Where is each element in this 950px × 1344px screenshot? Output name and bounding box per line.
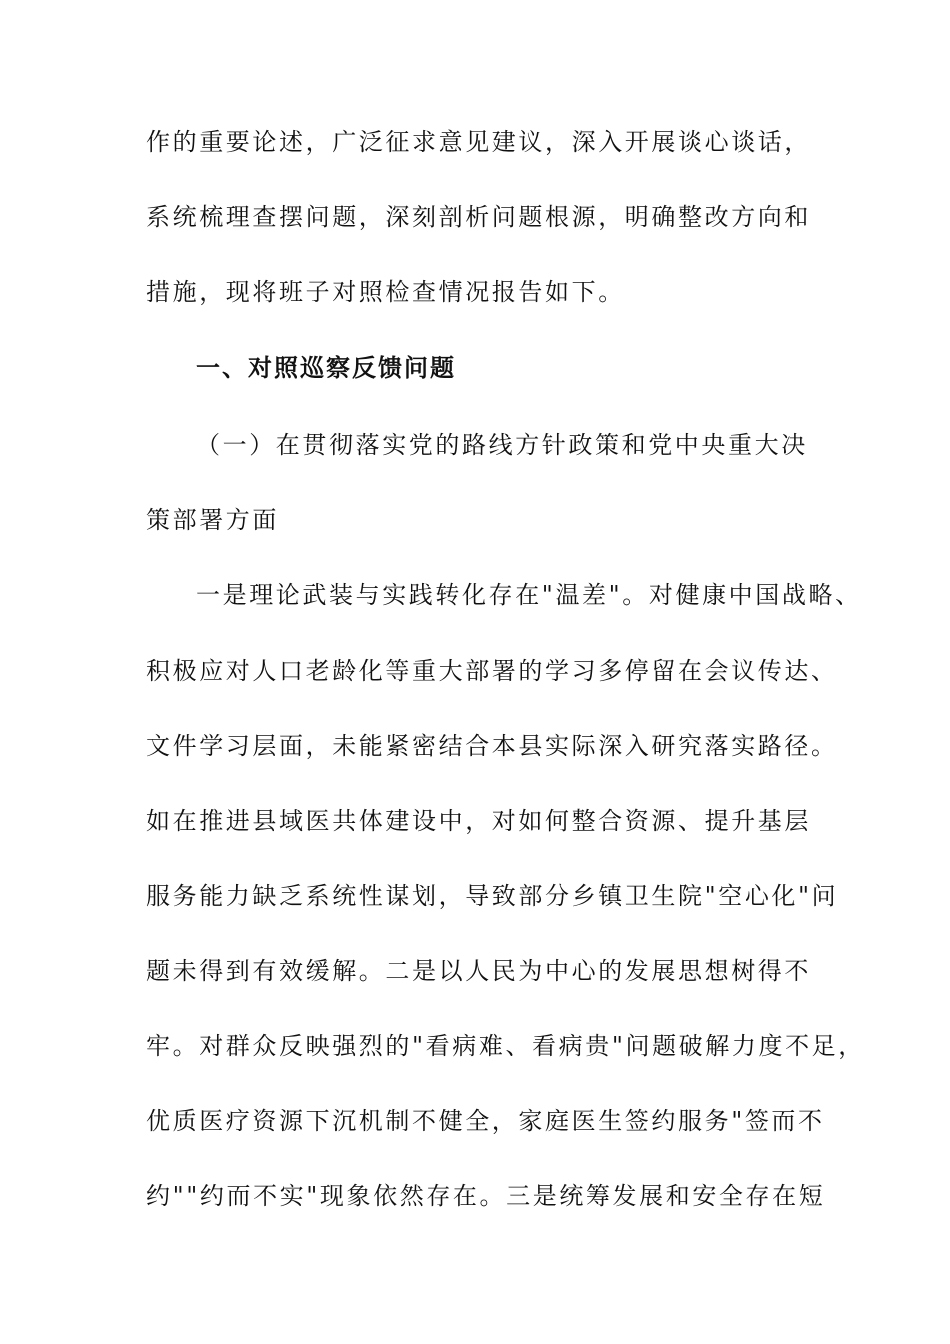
subsection-heading-continued: 策部署方面	[146, 506, 279, 534]
subsection-heading: （一）在贯彻落实党的路线方针政策和党中央重大决	[196, 431, 808, 459]
body-text-line: 一是理论武装与实践转化存在"温差"。对健康中国战略、	[196, 581, 862, 609]
body-text-line: 题未得到有效缓解。二是以人民为中心的发展思想树得不	[146, 957, 811, 985]
body-text-line: 积极应对人口老龄化等重大部署的学习多停留在会议传达、	[146, 657, 838, 685]
body-text-line: 文件学习层面，未能紧密结合本县实际深入研究落实路径。	[146, 732, 838, 760]
section-heading: 一、对照巡察反馈问题	[196, 354, 456, 382]
body-text-line: 牢。对群众反映强烈的"看病难、看病贵"问题破解力度不足，	[146, 1032, 865, 1060]
body-text-line: 作的重要论述，广泛征求意见建议，深入开展谈心谈话，	[146, 128, 811, 156]
body-text-line: 服务能力缺乏系统性谋划，导致部分乡镇卫生院"空心化"问	[146, 882, 839, 910]
body-text-line: 优质医疗资源下沉机制不健全，家庭医生签约服务"签而不	[146, 1107, 825, 1135]
body-text-line: 约""约而不实"现象依然存在。三是统筹发展和安全存在短	[146, 1182, 826, 1210]
body-text-line: 系统梳理查摆问题，深刻剖析问题根源，明确整改方向和	[146, 203, 811, 231]
body-text-line: 措施，现将班子对照检查情况报告如下。	[146, 278, 625, 306]
body-text-line: 如在推进县域医共体建设中，对如何整合资源、提升基层	[146, 807, 811, 835]
